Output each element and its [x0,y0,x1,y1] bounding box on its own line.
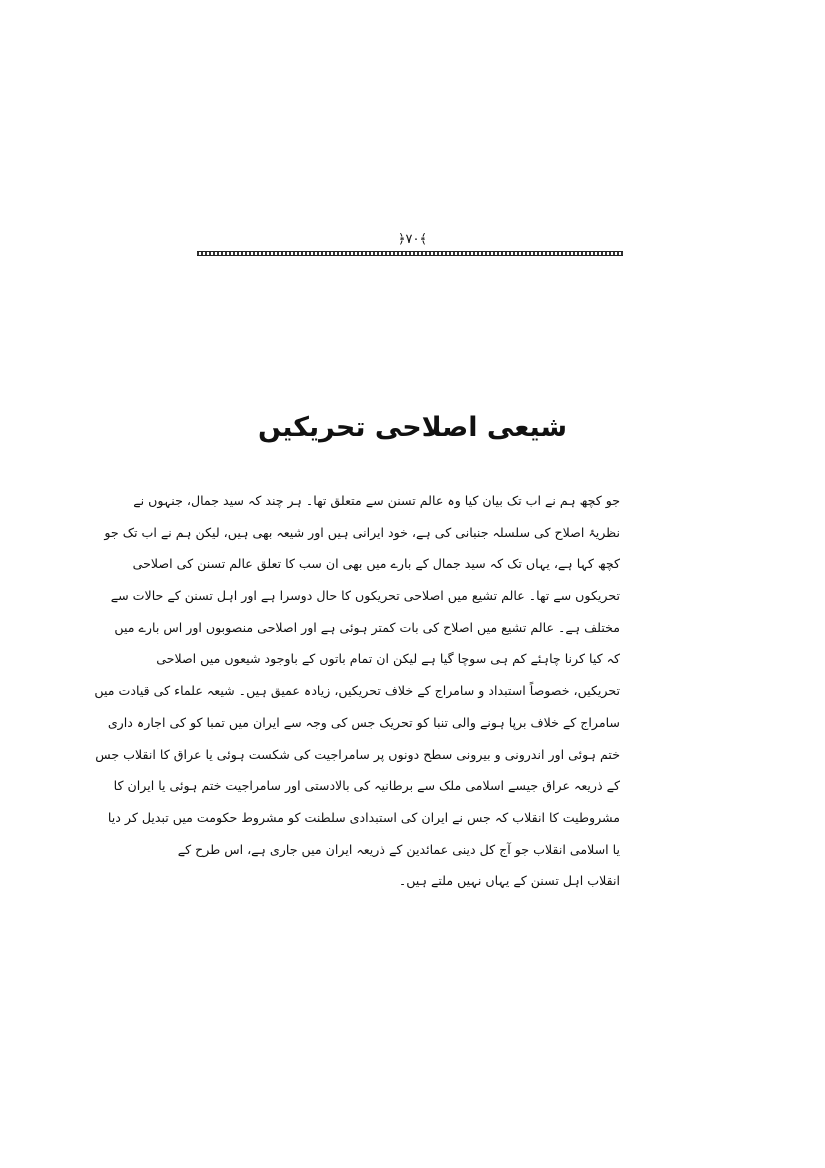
text-line: مشروطیت کا انقلاب کہ جس نے ایران کی استبدادی سلطنت کو مشروط حکومت میں تبدیل کر دیا [107,809,620,825]
text-line: تحریکوں سے تھا۔ عالم تشیع میں اصلاحی تحریکوں کا حال دوسرا ہے اور اہل تسنن کے حالات سے [110,588,620,604]
text-line: یا اسلامی انقلاب جو آج کل دینی عمائدین کے ذریعہ ایران میں جاری ہے، اس طرح کے [177,841,620,857]
page-number: ﴿۷۰﴾ [397,232,428,247]
text-line: کہ کیا کرنا چاہئے کم ہی سوچا گیا ہے لیکن ان تمام باتوں کے باوجود شیعوں میں اصلاحی [156,651,620,667]
text-line: سامراج کے خلاف برپا ہونے والی تنبا کو تحریک جس کی وجہ سے ایران میں تمبا کو کی اجارہ داری [107,714,620,730]
body-paragraph [94,485,620,897]
text-line: مختلف ہے۔ عالم تشیع میں اصلاح کی بات کمتر ہوئی ہے اور اصلاحی منصوبوں اور اس بارے میں [114,619,620,635]
text-line: نظریۂ اصلاح کی سلسلہ جنبانی کی ہے، خود ایرانی ہیں اور شیعہ بھی ہیں، لیکن ہم نے اب تک جو [104,524,620,540]
chapter-title: شیعی اصلاحی تحریکیں [257,412,568,443]
text-line: جو کچھ ہم نے اب تک بیان کیا وہ عالم تسنن سے متعلق تھا۔ ہر چند کہ سید جمال، جنہوں نے [133,493,620,508]
text-line: ختم ہوئی اور اندرونی و بیرونی سطح دونوں پر سامراجیت کی شکست ہوئی یا عراق کا انقلاب جس [95,746,620,762]
text-line: انقلاب اہل تسنن کے یہاں نہیں ملتے ہیں۔ [398,873,620,889]
text-line: تحریکیں، خصوصاً استبداد و سامراج کے خلاف تحریکیں، زیادہ عمیق ہیں۔ شیعہ علماء کی قیادت میں [94,683,620,699]
text-line: کچھ کہا ہے، یہاں تک کہ سید جمال کے بارے میں بھی ان سب کا تعلق عالم تسنن کی اصلاحی [132,556,620,572]
header-divider [197,251,623,256]
text-line: کے ذریعہ عراق جیسے اسلامی ملک سے برطانیہ کی بالادستی اور سامراجیت ختم ہوئی یا ایران کا [113,778,620,794]
